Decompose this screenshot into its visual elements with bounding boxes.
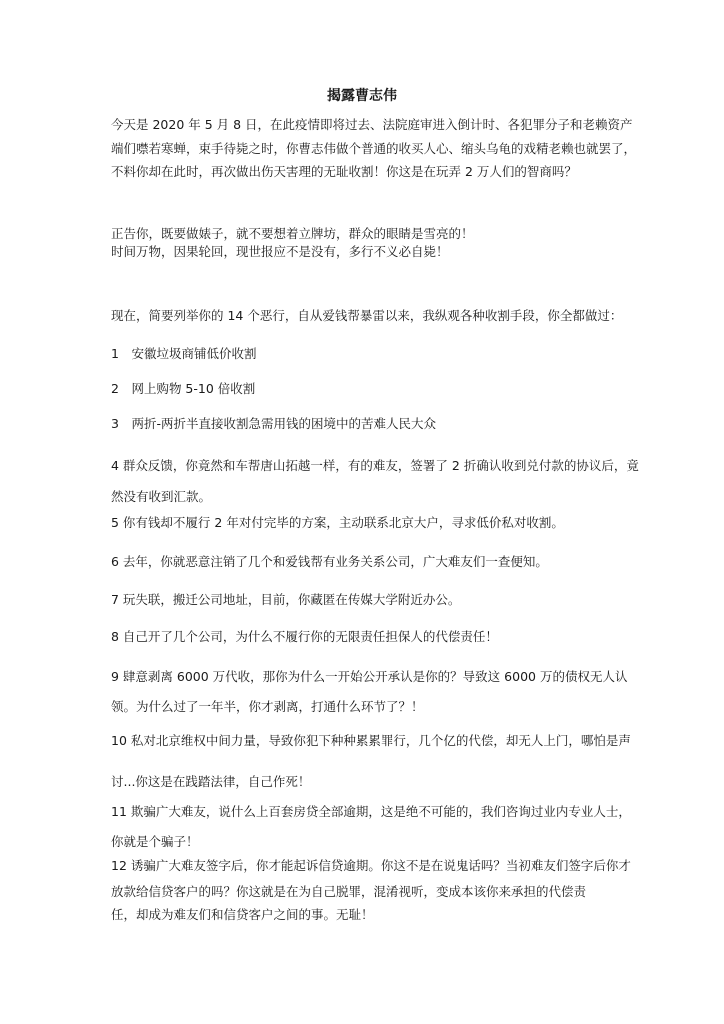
lead-paragraph: 现在，简要列举你的 14 个恶行，自从爱钱帮暴雷以来，我纵观各种收割手段，你全都做过： bbox=[111, 308, 623, 323]
list-item-4: 4 群众反馈，你竟然和车帮唐山拓越一样，有的难友，签署了 2 折确认收到兑付款的协议后，竟然没有收到汇款。 bbox=[111, 458, 639, 504]
intro-paragraph: 今天是 2020 年 5 月 8 日，在此疫情即将过去、法院庭审进入倒计时、各犯罪分子和老赖资产端们噤若寒蝉，束手待毙之时，你曹志伟做个普通的收买人心、缩头乌龟的戏精老赖也就罢了，不料你却在此时，再次做出伤天害理的无耻收割！你这是在玩弄 2 万人们的智商吗？ bbox=[111, 117, 637, 180]
list-item-8: 8 自己开了几个公司，为什么不履行你的无限责任担保人的代偿责任！ bbox=[111, 629, 498, 644]
list-item-9: 9 肆意剥离 6000 万代收，那你为什么一开始公开承认是你的？导致这 6000 万的债权无人认领。为什么过了一年半，你才剥离，打通什么环节了？！ bbox=[111, 669, 628, 714]
list-item-7: 7 玩失联，搬迁公司地址，目前，你藏匿在传媒大学附近办公。 bbox=[111, 592, 461, 607]
list-item-2: 2 网上购物 5-10 倍收割 bbox=[111, 381, 256, 396]
list-item-12: 12 诱骗广大难友签字后，你才能起诉信贷逾期。你这不是在说鬼话吗？当初难友们签字后你才放款给信贷客户的吗？你这就是在为自己脱罪，混淆视听，变成本该你来承担的代偿责 bbox=[111, 858, 631, 899]
list-item-10: 10 私对北京维权中间力量，导致你犯下种种累累罪行，几个亿的代偿，却无人上门，哪怕是声讨...你这是在践踏法律，自己作死！ bbox=[111, 733, 631, 789]
list-item-6: 6 去年，你就恶意注销了几个和爱钱帮有业务关系公司，广大难友们一查便知。 bbox=[111, 554, 548, 569]
warning-line-1: 正告你，既要做婊子，就不要想着立牌坊，群众的眼睛是雪亮的！ bbox=[111, 226, 474, 241]
document-title: 揭露曹志伟 bbox=[327, 88, 397, 104]
list-item-3: 3 两折-两折半直接收割急需用钱的困境中的苦难人民大众 bbox=[111, 416, 436, 431]
list-item-5: 5 你有钱却不履行 2 年对付完毕的方案，主动联系北京大户，寻求低价私对收割。 bbox=[111, 515, 564, 530]
warning-line-2: 时间万物，因果轮回，现世报应不是没有，多行不义必自毙！ bbox=[111, 244, 449, 259]
list-item-12-continued: 任，却成为难友们和信贷客户之间的事。无耻！ bbox=[111, 907, 374, 922]
list-item-11: 11 欺骗广大难友，说什么上百套房贷全部逾期，这是绝不可能的，我们咨询过业内专业人士，你就是个骗子！ bbox=[111, 804, 631, 849]
list-item-1: 1 安徽垃圾商铺低价收割 bbox=[111, 346, 257, 361]
